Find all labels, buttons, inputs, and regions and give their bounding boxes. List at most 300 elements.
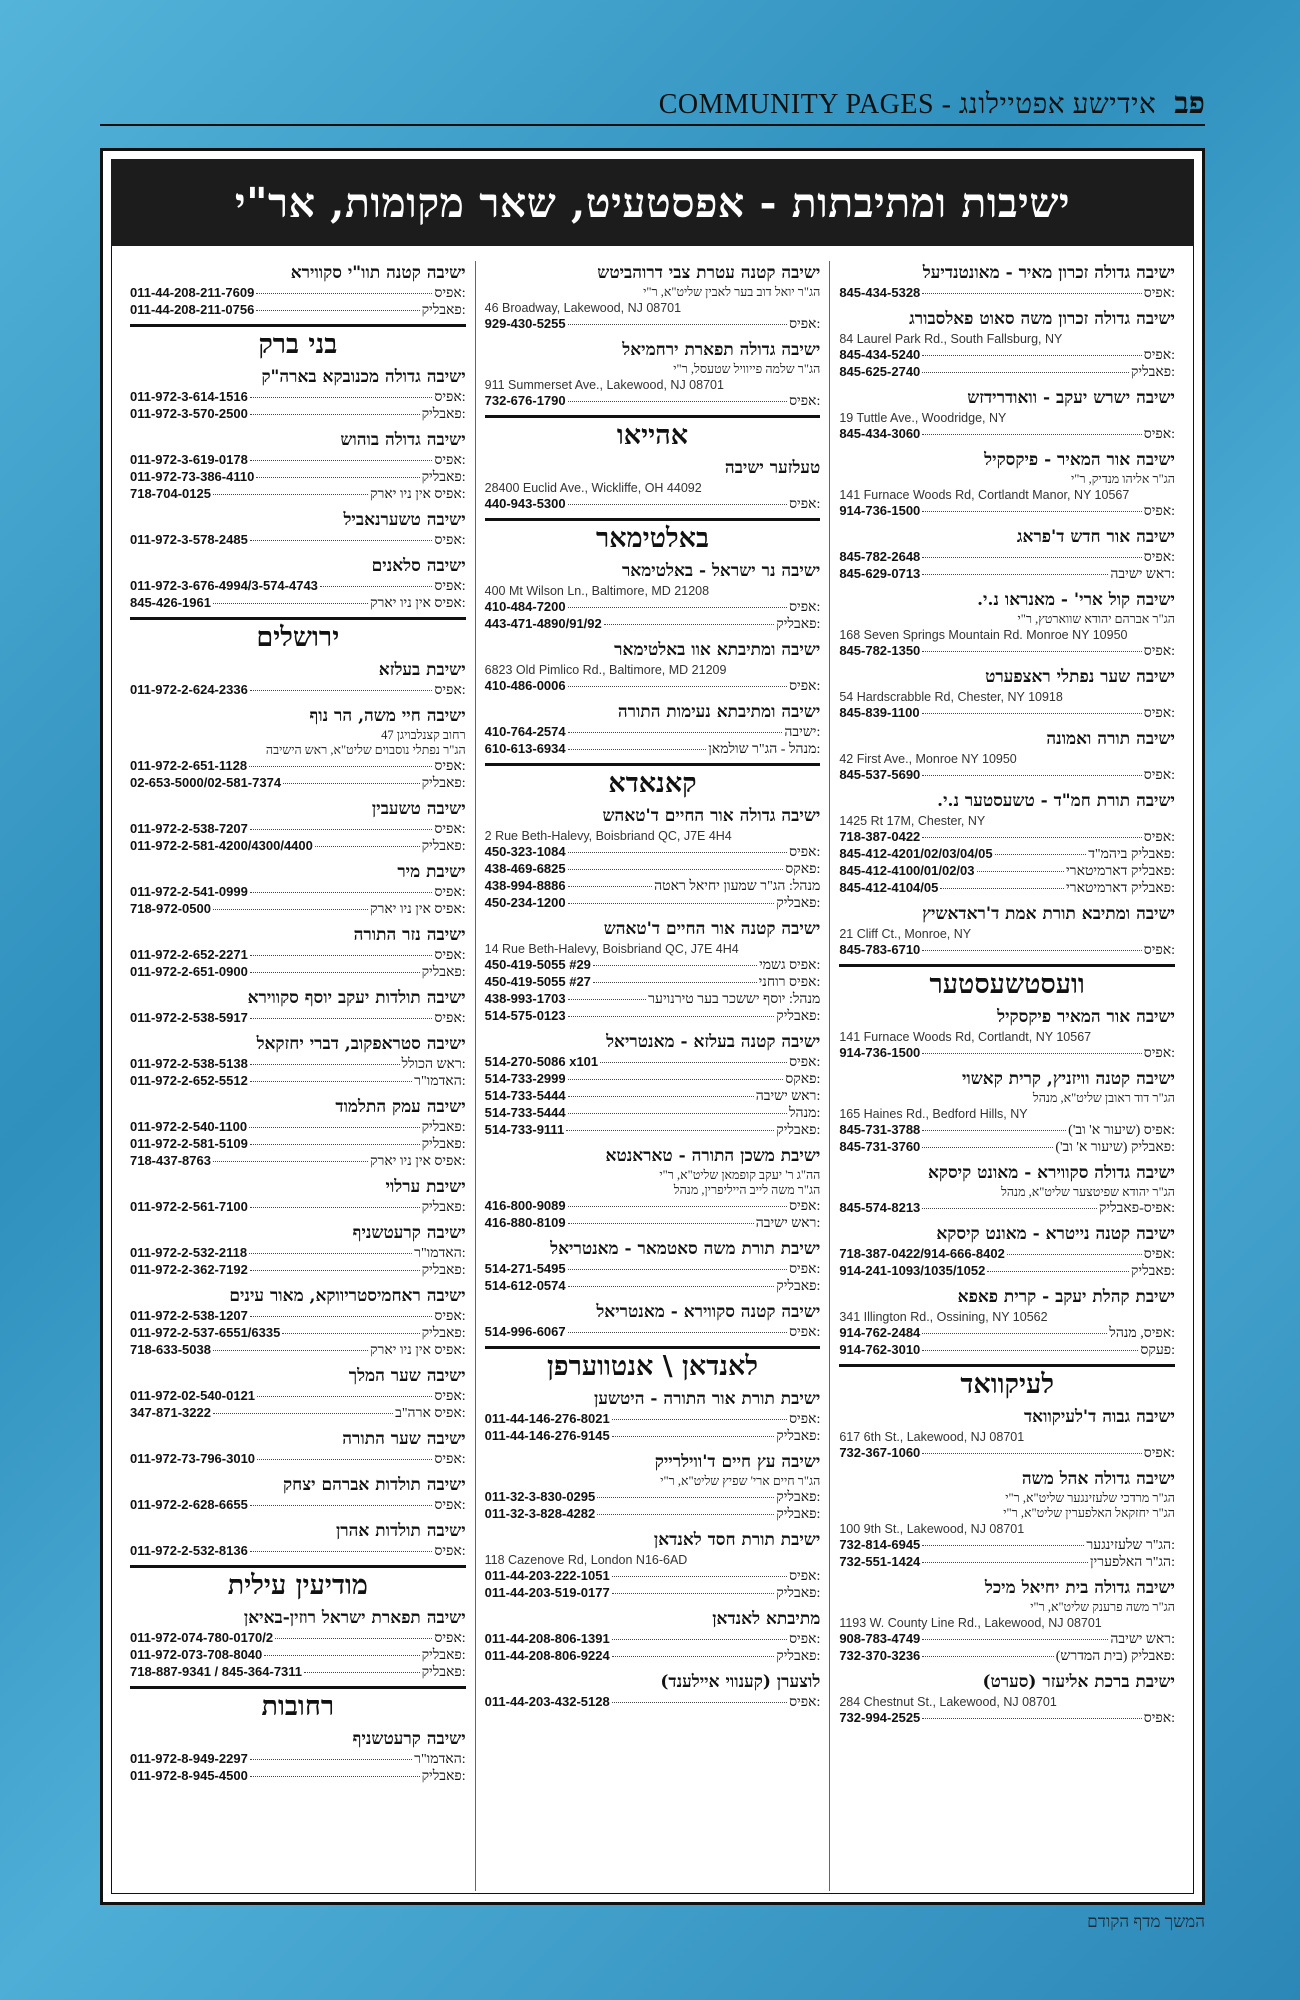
dot-leader — [922, 713, 1142, 714]
phone-line — [839, 1200, 1175, 1217]
institution-name: ישיבה אור המאיר פיקסקיל — [997, 1007, 1175, 1027]
phone-number: 845-731-3760 — [839, 1139, 921, 1154]
dot-leader — [320, 586, 432, 587]
phone-number: 914-736-1500 — [839, 1045, 921, 1060]
directory-entry — [485, 261, 821, 333]
phone-line — [839, 1325, 1175, 1342]
directory-entry — [839, 261, 1175, 302]
dot-leader — [568, 886, 652, 887]
phone-line — [485, 991, 821, 1008]
institution-name: ישיבה שער המלך — [348, 1366, 466, 1386]
phone-label: אפיס: — [1143, 1446, 1175, 1461]
dot-leader — [568, 1286, 775, 1287]
phone-line — [130, 1119, 466, 1136]
continued-note: המשך מדף הקודם — [1087, 1912, 1205, 1931]
phone-line — [485, 1105, 821, 1122]
entry-note: הג"ר יחזקאל האלפערין שליט"א, ר"י — [1003, 1506, 1175, 1520]
entry-note: רחוב קצנלבויגן 47 — [381, 728, 466, 742]
phone-label: אפיס: — [789, 497, 821, 512]
directory-entry — [130, 1032, 466, 1090]
phone-line — [485, 1506, 821, 1523]
phone-label: פאבליק: — [421, 1326, 466, 1341]
dot-leader — [566, 1130, 774, 1131]
institution-name: ישיבת מיר — [397, 862, 466, 882]
phone-label: פאקס: — [785, 1072, 821, 1087]
phone-number: 410-484-7200 — [484, 599, 566, 614]
phone-line — [130, 1136, 466, 1153]
directory-entry — [485, 1450, 821, 1523]
phone-label: פאבליק דארמיטארי: — [1066, 864, 1175, 879]
directory-entry — [485, 804, 821, 912]
phone-number: 845-434-3060 — [839, 426, 921, 441]
street-address: 6823 Old Pimlico Rd., Baltimore, MD 21209 — [484, 663, 727, 677]
street-address: 1425 Rt 17M, Chester, NY — [839, 814, 986, 828]
dot-leader — [593, 965, 757, 966]
phone-line — [485, 1071, 821, 1088]
street-address: 141 Furnace Woods Rd, Cortlandt, NY 10567 — [839, 1030, 1092, 1044]
dot-leader — [282, 1333, 419, 1334]
dot-leader — [304, 1672, 420, 1673]
directory-entry — [130, 1284, 466, 1359]
phone-number: 914-762-3010 — [839, 1342, 921, 1357]
institution-name: ישיבה גדולה בית יחיאל מיכל — [984, 1578, 1175, 1598]
entry-note: הה"ג ר' יעקב קופמאן שליט"א, ר"י — [659, 1168, 821, 1182]
dot-leader — [315, 846, 420, 847]
dot-leader — [275, 1638, 432, 1639]
dot-leader — [250, 1064, 400, 1065]
institution-name: ישיבה טשעבין — [371, 799, 466, 819]
phone-line — [839, 1648, 1175, 1665]
directory-entry — [130, 1427, 466, 1468]
entry-note: הג"ר אברהם יהודא שווארטץ, ר"י — [1017, 612, 1175, 626]
institution-name: ישיבה קטנה נייטרא - מאונט קיסקא — [936, 1224, 1175, 1244]
phone-line — [839, 503, 1175, 520]
street-address: 21 Cliff Ct., Monroe, NY — [839, 927, 972, 941]
institution-name: ישיבה גבוה ד'לעיקוואד — [1024, 1407, 1175, 1427]
directory-entry — [130, 508, 466, 549]
entry-note: הג"ר דוד ראובן שליט"א, מנהל — [1032, 1091, 1175, 1105]
phone-line — [485, 724, 821, 741]
phone-line — [839, 1139, 1175, 1156]
dot-leader — [612, 1593, 775, 1594]
institution-name: ישיבה תורת חמ"ד - טשעסטער נ.י. — [937, 791, 1175, 811]
directory-entry — [130, 1606, 466, 1681]
phone-label: פאבליק: — [421, 303, 466, 318]
directory-entry — [839, 1161, 1175, 1217]
institution-name: ישיבת משכן התורה - טאראנטא — [605, 1146, 821, 1166]
phone-number: 011-44-203-432-5128 — [484, 1694, 610, 1709]
dot-leader — [250, 1776, 420, 1777]
phone-number: 732-994-2525 — [839, 1710, 921, 1725]
phone-label: אפיס: — [1143, 1711, 1175, 1726]
directory-entry — [839, 525, 1175, 583]
phone-label: אפיס: — [1143, 504, 1175, 519]
phone-number: 514-271-5495 — [484, 1261, 566, 1276]
phone-line — [485, 1122, 821, 1139]
phone-number: 011-972-2-538-5138 — [129, 1056, 248, 1071]
phone-number: 410-486-0006 — [484, 678, 566, 693]
phone-number: 011-972-2-532-2118 — [129, 1245, 248, 1260]
phone-label: אפיס (שיעור א' וב'): — [1068, 1123, 1175, 1138]
phone-number: 514-270-5086 x101 — [484, 1054, 599, 1069]
directory-entry — [485, 1607, 821, 1665]
dot-leader — [922, 355, 1141, 356]
phone-line — [130, 821, 466, 838]
phone-line — [130, 964, 466, 981]
phone-number: 011-44-146-276-8021 — [484, 1411, 610, 1426]
directory-entry — [130, 1473, 466, 1514]
dot-leader — [612, 1656, 775, 1657]
phone-line — [839, 880, 1175, 897]
phone-label: אפיס: — [434, 1309, 466, 1324]
phone-label: ראש ישיבה: — [755, 1216, 821, 1231]
institution-name: ישיבה סלאנים — [371, 556, 466, 576]
phone-label: פאבליק (שיעור א' וב'): — [1055, 1140, 1175, 1155]
dot-leader — [256, 310, 419, 311]
phone-number: 011-32-3-828-4282 — [484, 1506, 596, 1521]
phone-line — [485, 1261, 821, 1278]
phone-line — [839, 1246, 1175, 1263]
phone-number: 011-32-3-830-0295 — [484, 1489, 596, 1504]
institution-name: ישיבה קול ארי' - מאנראו נ.י. — [977, 590, 1175, 610]
street-address: 84 Laurel Park Rd., South Fallsburg, NY — [839, 332, 1063, 346]
directory-entry — [839, 1285, 1175, 1359]
phone-line — [130, 1630, 466, 1647]
phone-number: 732-367-1060 — [839, 1445, 921, 1460]
phone-line — [130, 1308, 466, 1325]
phone-label: פאבליק: — [776, 1009, 821, 1024]
phone-line — [839, 829, 1175, 846]
phone-label: אפיס גשמי: — [759, 958, 821, 973]
phone-label: אפיס: — [1143, 1046, 1175, 1061]
phone-label: אפיס: — [434, 948, 466, 963]
phone-number: 845-783-6710 — [839, 942, 921, 957]
dot-leader — [568, 1016, 775, 1017]
phone-label: פאבליק: — [421, 407, 466, 422]
phone-label: אפיס: — [789, 1632, 821, 1647]
directory-entry — [839, 448, 1175, 520]
dot-leader — [568, 903, 775, 904]
phone-number: 514-612-0574 — [484, 1278, 566, 1293]
dot-leader — [922, 1656, 1053, 1657]
phone-number: 845-731-3788 — [839, 1122, 921, 1137]
directory-entry — [130, 1519, 466, 1560]
phone-number: 011-972-2-561-7100 — [129, 1199, 248, 1214]
entry-note: הג"ר מרדכי שלעזינגער שליט"א, ר"י — [1005, 1491, 1175, 1505]
phone-line — [485, 1489, 821, 1506]
phone-number: 845-412-4201/02/03/04/05 — [839, 846, 993, 861]
phone-line — [130, 595, 466, 612]
dot-leader — [922, 1639, 1108, 1640]
phone-number: 908-783-4749 — [839, 1631, 921, 1646]
directory-entry — [839, 386, 1175, 443]
entry-note: הג"ר יהודא שפיטצער שליט"א, מנהל — [1001, 1185, 1175, 1199]
phone-number: 011-972-2-540-1100 — [129, 1119, 248, 1134]
dot-leader — [256, 477, 419, 478]
phone-line — [130, 838, 466, 855]
street-address: 19 Tuttle Ave., Woodridge, NY — [839, 411, 1007, 425]
institution-name: ישיבת תורת משה סאטמאר - מאנטריאל — [550, 1239, 821, 1259]
institution-name: ישיבת קהלת יעקב - קרית פאפא — [957, 1287, 1175, 1307]
phone-label: אפיס: — [1143, 768, 1175, 783]
dot-leader — [568, 1269, 787, 1270]
phone-line — [485, 616, 821, 633]
phone-line — [130, 775, 466, 792]
dot-leader — [597, 1514, 774, 1515]
phone-label: פאבליק: — [421, 1769, 466, 1784]
phone-number: 845-839-1100 — [839, 705, 920, 720]
phone-number: 914-762-2484 — [839, 1325, 921, 1340]
phone-number: 011-972-2-537-6551/6335 — [129, 1325, 281, 1340]
directory-entry — [485, 338, 821, 410]
institution-name: ישיבה קרעטשניף — [352, 1223, 466, 1243]
phone-number: 450-419-5055 #29 — [484, 957, 591, 972]
institution-name: ישיבה ומתיבתא אוו באלטימאר — [614, 640, 821, 660]
phone-label: אפיס: — [1143, 348, 1175, 363]
entry-note: הג"ר משה לייב הייליפרין, מנהל — [673, 1183, 821, 1197]
phone-number: 011-44-208-806-9224 — [484, 1648, 610, 1663]
phone-line — [130, 1056, 466, 1073]
phone-number: 011-44-208-806-1391 — [484, 1631, 610, 1646]
directory-columns — [121, 261, 1184, 1891]
phone-number: 011-972-8-945-4500 — [129, 1768, 248, 1783]
phone-label: מנהל: — [788, 1106, 821, 1121]
phone-label: פאבליק: — [776, 1490, 821, 1505]
phone-label: פאבליק: — [776, 1123, 821, 1138]
dot-leader — [922, 1147, 1053, 1148]
directory-entry — [130, 923, 466, 981]
dot-leader — [283, 783, 420, 784]
dot-leader — [250, 1081, 412, 1082]
phone-number: 450-419-5055 #27 — [484, 974, 591, 989]
directory-entry — [130, 1175, 466, 1216]
dot-leader — [922, 1350, 1138, 1351]
dot-leader — [250, 540, 433, 541]
phone-number: 011-972-2-541-0999 — [129, 884, 248, 899]
dot-leader — [612, 1436, 775, 1437]
street-address: 46 Broadway, Lakewood, NJ 08701 — [484, 301, 682, 315]
phone-line — [839, 1263, 1175, 1280]
street-address: 2 Rue Beth-Halevy, Boisbriand QC, J7E 4H4 — [484, 829, 732, 843]
phone-line — [130, 452, 466, 469]
phone-label: פאבליק ביהמ"ד: — [1088, 847, 1175, 862]
directory-entry — [839, 789, 1175, 897]
phone-line — [485, 316, 821, 333]
dot-leader — [250, 1144, 420, 1145]
phone-number: 011-972-2-362-7192 — [129, 1262, 248, 1277]
directory-entry — [130, 261, 466, 319]
dot-leader — [568, 1079, 784, 1080]
dot-leader — [922, 1545, 1084, 1546]
phone-line — [130, 682, 466, 699]
directory-entry — [485, 917, 821, 1025]
phone-label: אפיס: — [789, 600, 821, 615]
dot-leader — [593, 982, 757, 983]
phone-number: 514-733-5444 — [484, 1088, 566, 1103]
phone-line — [485, 1198, 821, 1215]
phone-line — [130, 1405, 466, 1422]
phone-number: 718-972-0500 — [129, 901, 211, 916]
section-heading: מודיעין עילית — [130, 1565, 466, 1603]
phone-number: 011-972-2-652-2271 — [129, 947, 248, 962]
institution-name: ישיבה ראחמיסטריווקא, מאור עינים — [229, 1286, 466, 1306]
phone-label: אפיס: — [434, 579, 466, 594]
phone-number: 011-44-203-222-1051 — [484, 1568, 610, 1583]
dot-leader — [568, 324, 787, 325]
dot-leader — [987, 1271, 1129, 1272]
dot-leader — [922, 1453, 1141, 1454]
dot-leader — [568, 401, 787, 402]
phone-label: אפיס: — [434, 1498, 466, 1513]
street-address: 400 Mt Wilson Ln., Baltimore, MD 21208 — [484, 584, 710, 598]
phone-label: מנהל: הג"ר שמעון יחיאל ראטה — [654, 879, 821, 894]
phone-label: פאבליק: — [776, 1507, 821, 1522]
institution-name: ישיבה קטנה עטרת צבי דרוהביטש — [597, 263, 821, 283]
directory-entry — [485, 1030, 821, 1139]
phone-label: אפיס: — [434, 533, 466, 548]
directory-entry — [130, 1221, 466, 1279]
phone-number: 011-972-2-581-5109 — [129, 1136, 248, 1151]
dot-leader — [249, 766, 432, 767]
phone-number: 02-653-5000/02-581-7374 — [129, 775, 282, 790]
phone-line — [130, 469, 466, 486]
phone-label: אפיס: — [434, 683, 466, 698]
phone-label: פאבליק: — [776, 1586, 821, 1601]
institution-name: ישיבה תולדות יעקב יוסף סקווירא — [247, 988, 466, 1008]
section-heading: לאנדאן \ אנטווערפן — [485, 1346, 821, 1384]
phone-label: אפיס: — [1143, 943, 1175, 958]
phone-line — [130, 1153, 466, 1170]
dot-leader — [250, 414, 420, 415]
directory-entry — [130, 554, 466, 612]
dot-leader — [213, 494, 368, 495]
phone-label: פאבליק: — [421, 839, 466, 854]
phone-label: ראש ישיבה: — [1110, 567, 1175, 582]
phone-label: אפיס: — [1143, 644, 1175, 659]
phone-number: 732-551-1424 — [839, 1554, 921, 1569]
institution-name: ישיבה אור המאיר - פיקסקיל — [984, 450, 1175, 470]
phone-line — [130, 1768, 466, 1785]
directory-entry — [485, 456, 821, 513]
phone-number: 718-887-9341 / 845-364-7311 — [129, 1664, 303, 1679]
directory-entry — [485, 700, 821, 758]
phone-number: 514-996-6067 — [484, 1324, 566, 1339]
phone-line — [485, 1694, 821, 1711]
phone-number: 845-426-1961 — [129, 595, 211, 610]
phone-line — [839, 364, 1175, 381]
phone-line — [839, 1045, 1175, 1062]
institution-name: ישיבה ישרש יעקב - וואודרידזש — [967, 388, 1175, 408]
phone-number: 011-972-074-780-0170/2 — [129, 1630, 274, 1645]
phone-line — [839, 643, 1175, 660]
section-heading: אהייאו — [485, 415, 821, 453]
phone-line — [839, 846, 1175, 863]
phone-label: אפיס אין ניו יארק: — [370, 1154, 466, 1169]
phone-number: 732-370-3236 — [839, 1648, 921, 1663]
phone-line — [130, 1010, 466, 1027]
directory-entry — [839, 1670, 1175, 1727]
phone-line — [839, 1342, 1175, 1359]
phone-line — [485, 393, 821, 410]
phone-line — [485, 741, 821, 758]
directory-entry — [485, 1528, 821, 1602]
phone-label: הג"ר האלפערין: — [1089, 1555, 1175, 1570]
phone-label: פאבליק: — [421, 1120, 466, 1135]
institution-name: ישיבה קטנה וויזניץ, קרית קאשוי — [961, 1069, 1175, 1089]
dot-leader — [250, 829, 433, 830]
directory-entry — [485, 559, 821, 633]
directory-entry — [130, 860, 466, 918]
dot-leader — [257, 1396, 432, 1397]
phone-label: אפיס: — [1143, 286, 1175, 301]
phone-label: אפיס: — [789, 679, 821, 694]
directory-entry — [839, 1405, 1175, 1462]
institution-name: לוצערן (קענווי איילענד) — [660, 1672, 821, 1692]
phone-line — [839, 347, 1175, 364]
phone-label: אפיס: — [434, 1544, 466, 1559]
title-banner — [111, 159, 1194, 246]
dot-leader — [568, 999, 647, 1000]
directory-entry — [839, 1067, 1175, 1156]
phone-label: פאבליק: — [421, 1200, 466, 1215]
institution-name: ישיבה נר ישראל - באלטימאר — [621, 561, 821, 581]
institution-name: ישיבה קטנה תוו"י סקווירא — [290, 263, 466, 283]
phone-line — [839, 1631, 1175, 1648]
phone-label: אפיס: — [789, 1055, 821, 1070]
phone-number: 718-633-5038 — [129, 1342, 211, 1357]
directory-entry — [485, 1237, 821, 1295]
phone-label: פאבליק: — [421, 470, 466, 485]
institution-name: ישיבה ומתיבא תורת אמת ד'ראדאשיץ — [922, 904, 1175, 924]
institution-name: ישיבה קרעטשניף — [352, 1729, 466, 1749]
dot-leader — [250, 1270, 420, 1271]
phone-line — [485, 1215, 821, 1232]
phone-label: פאבליק: — [776, 1649, 821, 1664]
phone-number: 011-972-2-652-5512 — [129, 1073, 248, 1088]
phone-line — [485, 496, 821, 513]
section-heading: רחובות — [130, 1686, 466, 1724]
dot-leader — [922, 1718, 1141, 1719]
directory-entry — [130, 1727, 466, 1785]
phone-number: 011-44-208-211-7609 — [129, 285, 255, 300]
phone-label: פאבליק: — [421, 965, 466, 980]
directory-entry — [130, 365, 466, 423]
dot-leader — [940, 888, 1064, 889]
institution-name: ישיבה אור חדש ד'פראג — [1016, 527, 1175, 547]
phone-line — [130, 901, 466, 918]
directory-entry — [130, 704, 466, 792]
phone-label: אפיס ארה"ב: — [395, 1406, 466, 1421]
dot-leader — [922, 1333, 1107, 1334]
directory-entry — [485, 1387, 821, 1445]
phone-label: אפיס: — [789, 317, 821, 332]
institution-name: ישיבה גדולה בוהוש — [340, 430, 466, 450]
dot-leader — [250, 397, 433, 398]
phone-label: אפיס: — [789, 1569, 821, 1584]
phone-line — [485, 1088, 821, 1105]
institution-name: ישיבת תורת חסד לאנדאן — [653, 1530, 821, 1550]
phone-label: ראש ישיבה: — [1110, 1632, 1175, 1647]
phone-line — [130, 1388, 466, 1405]
phone-line — [130, 1647, 466, 1664]
phone-label: אפיס: — [1143, 427, 1175, 442]
dot-leader — [250, 1551, 433, 1552]
phone-number: 011-972-2-538-7207 — [129, 821, 248, 836]
directory-entry — [485, 1670, 821, 1711]
phone-label: אפיס: — [789, 1262, 821, 1277]
phone-number: 514-575-0123 — [484, 1008, 566, 1023]
phone-number: 410-764-2574 — [484, 724, 566, 739]
